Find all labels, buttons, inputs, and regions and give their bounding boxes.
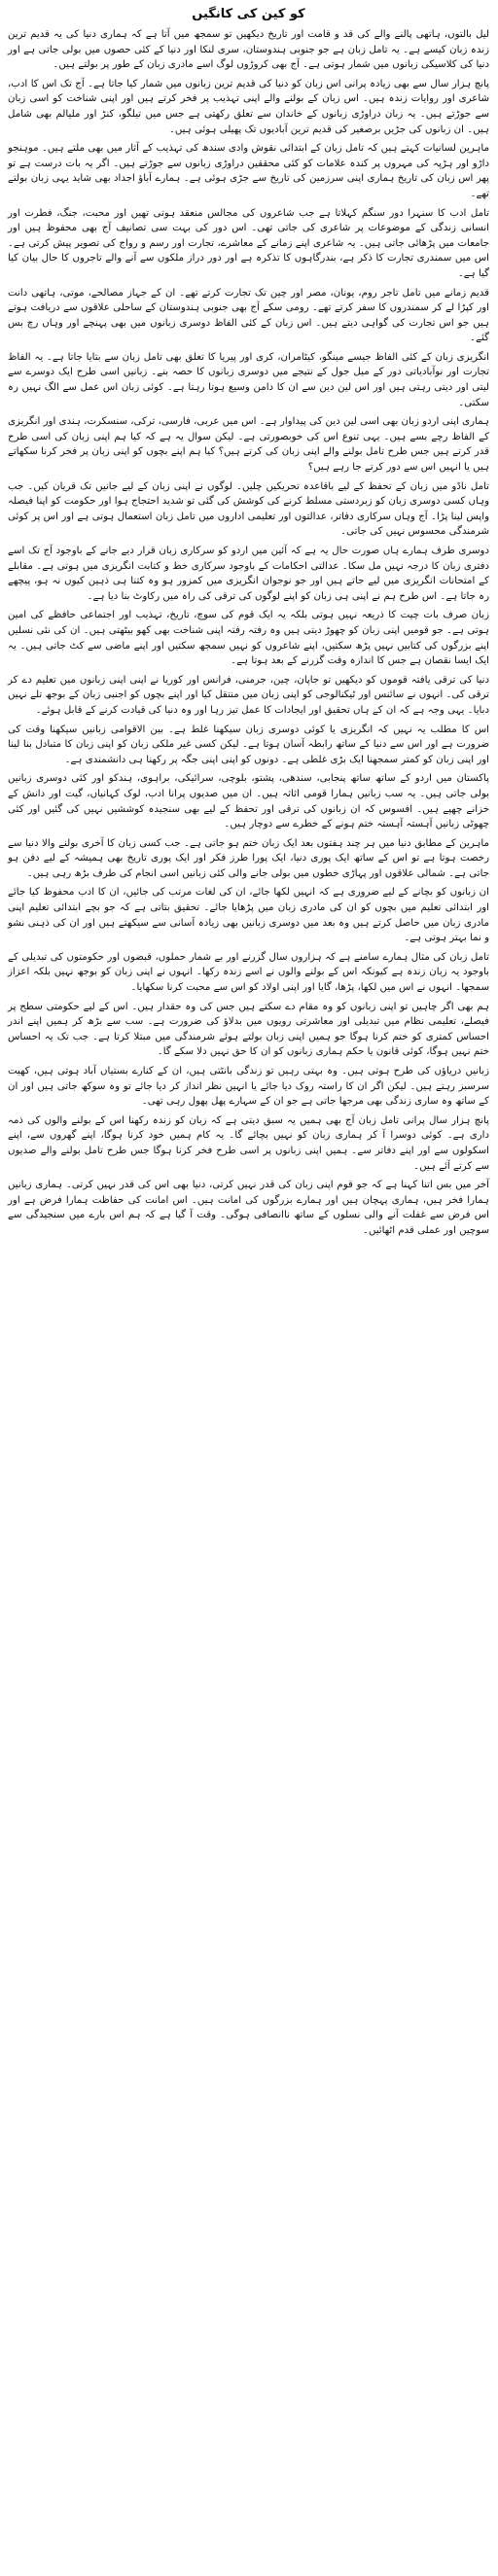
article-paragraph: اس کا مطلب یہ نہیں کہ انگریزی یا کوئی دوسری زبان سیکھنا غلط ہے۔ بین الاقوامی زبانیں سیکھنا وقت کی ضرورت ہے اور اس سے دنیا کے ساتھ رابطہ آسان ہوتا ہے۔ لیکن کسی غیر ملکی زبان کو اپنی زبان کا متبادل بنا لینا اور اپنی زبان کو کمتر سمجھنا ایک بڑی غلطی ہے۔ دونوں کو اپنی اپنی جگہ پر رکھنا ہی دانشمندی ہے۔ bbox=[8, 723, 489, 765]
article-paragraph: ہم بھی اگر چاہیں تو اپنی زبانوں کو وہ مقام دے سکتے ہیں جس کی وہ حقدار ہیں۔ اس کے لیے حکومتی سطح پر فیصلے، تعلیمی نظام میں تبدیلی اور معاشرتی رویوں میں بدلاؤ کی ضرورت ہے۔ سب سے بڑھ کر ہمیں اپنے اندر احساس کمتری کو ختم کرنا ہوگا جو ہمیں اپنی زبان بولتے ہوئے شرمندگی میں مبتلا کرتا ہے۔ جب تک یہ احساس ختم نہیں ہوگا، کوئی قانون یا حکم ہماری زبانوں کو ان کا حق نہیں دلا سکے گا۔ bbox=[8, 1001, 489, 1058]
article-paragraph: قدیم زمانے میں تامل تاجر روم، یونان، مصر اور چین تک تجارت کرتے تھے۔ ان کے جہاز مصالحے، موتی، ہاتھی دانت اور کپڑا لے کر سمندروں کا سفر کرتے تھے۔ رومی سکے آج بھی جنوبی ہندوستان کے ساحلی علاقوں سے دریافت ہوتے ہیں جو اس تجارت کی گواہی دیتے ہیں۔ اس زبان کے کئی الفاظ دوسری زبانوں میں بھی پہنچے اور وہاں رچ بس گئے۔ bbox=[8, 287, 489, 344]
article-paragraph: ماہرین لسانیات کہتے ہیں کہ تامل زبان کے ابتدائی نقوش وادی سندھ کی تہذیب کے آثار میں بھی ملتے ہیں۔ موہنجو داڑو اور ہڑپہ کی مہروں پر کندہ علامات کو کئی محققین دراوڑی زبانوں سے جوڑتے ہیں۔ اگر یہ بات درست ہے تو پھر اس زبان کی تاریخ ہماری اپنی سرزمین کی تاریخ سے جڑی ہوئی ہے۔ ہمارے آباؤ اجداد بھی شاید یہی زبان بولتے تھے۔ bbox=[8, 143, 489, 199]
article-paragraph: پاکستان میں اردو کے ساتھ ساتھ پنجابی، سندھی، پشتو، بلوچی، سرائیکی، براہوی، ہندکو اور کئی دوسری زبانیں بولی جاتی ہیں۔ یہ سب زبانیں ہمارا قومی اثاثہ ہیں۔ ان میں صدیوں پرانا ادب، لوک کہانیاں، گیت اور دانش کے خزانے چھپے ہیں۔ افسوس کہ ان زبانوں کی ترقی اور تحفظ کے لیے بھی سنجیدہ کوششیں نہیں کی گئیں اور کئی چھوٹی زبانیں آہستہ آہستہ ختم ہونے کے خطرے سے دوچار ہیں۔ bbox=[8, 773, 489, 830]
article-paragraph: انگریزی زبان کے کئی الفاظ جیسے مینگو، کیٹامران، کری اور پیریا کا تعلق بھی تامل زبان سے بتایا جاتا ہے۔ یہ الفاظ تجارت اور نوآبادیاتی دور کے میل جول کے نتیجے میں دوسری زبانوں کا حصہ بنے۔ زبانیں اسی طرح ایک دوسرے سے لیتی اور دیتی رہتی ہیں اور اس لین دین سے ان کا دامن وسیع ہوتا رہتا ہے۔ کوئی زبان اس عمل سے الگ نہیں رہ سکتی۔ bbox=[8, 351, 489, 408]
article-paragraph: تامل ناڈو میں زبان کے تحفظ کے لیے باقاعدہ تحریکیں چلیں۔ لوگوں نے اپنی زبان کے لیے جانیں تک قربان کیں۔ جب وہاں کسی دوسری زبان کو زبردستی مسلط کرنے کی کوشش کی گئی تو شدید احتجاج ہوا اور حکومت کو اپنا فیصلہ واپس لینا پڑا۔ آج وہاں سرکاری دفاتر، عدالتوں اور تعلیمی اداروں میں تامل زبان استعمال ہوتی ہے اور اس پر کوئی شرمندگی محسوس نہیں کی جاتی۔ bbox=[8, 480, 489, 538]
article-paragraph: دوسری طرف ہمارے ہاں صورت حال یہ ہے کہ آئین میں اردو کو سرکاری زبان قرار دیے جانے کے باوجود آج تک اسے دفتری زبان کا درجہ نہیں مل سکا۔ عدالتی احکامات کے باوجود سرکاری خط و کتابت انگریزی میں ہوتی ہے۔ مقابلے کے امتحانات انگریزی میں لیے جاتے ہیں اور جو نوجوان انگریزی میں کمزور ہو وہ کتنا ہی ذہین کیوں نہ ہو، پیچھے رہ جاتا ہے۔ اس طرح ہم نے اپنی ہی زبان کو اپنے لوگوں کی ترقی کی راہ میں رکاوٹ بنا دیا ہے۔ bbox=[8, 546, 489, 602]
article-paragraph: آخر میں بس اتنا کہنا ہے کہ جو قوم اپنی زبان کی قدر نہیں کرتی، دنیا بھی اس کی قدر نہیں کرتی۔ ہماری زبانیں ہمارا فخر ہیں، ہماری پہچان ہیں اور ہمارے بزرگوں کی امانت ہیں۔ اس امانت کی حفاظت ہمارا فرض ہے اور اس فرض سے غفلت آنے والی نسلوں کے ساتھ ناانصافی ہوگی۔ وقت آ گیا ہے کہ ہم اس بارے میں سنجیدگی سے سوچیں اور عملی قدم اٹھائیں۔ bbox=[8, 1180, 489, 1236]
article-paragraph: ان زبانوں کو بچانے کے لیے ضروری ہے کہ انہیں لکھا جائے، ان کی لغات مرتب کی جائیں، ان کا ادب محفوظ کیا جائے اور ابتدائی تعلیم میں بچوں کو ان کی مادری زبان میں پڑھایا جائے۔ تحقیق بتاتی ہے کہ جو بچے ابتدائی تعلیم اپنی مادری زبان میں حاصل کرتے ہیں وہ بعد میں دوسری زبانیں بھی زیادہ آسانی سے سیکھتے ہیں اور ان کی ذہنی نشو و نما بہتر ہوتی ہے۔ bbox=[8, 887, 489, 944]
article-paragraph: پانچ ہزار سال سے بھی زیادہ پرانی اس زبان کو دنیا کی قدیم ترین زبانوں میں شمار کیا جاتا ہے۔ آج تک اس کا ادب، شاعری اور روایات زندہ ہیں۔ اس زبان کے بولنے والے اپنی تہذیب پر فخر کرتے ہیں اور اپنی شناخت کو اسی زبان سے جوڑتے ہیں۔ یہ زبان دراوڑی زبانوں کے خاندان سے تعلق رکھتی ہے جس میں تیلگو، کنڑ اور ملیالم بھی شامل ہیں۔ ان زبانوں کی جڑیں برصغیر کی قدیم ترین آبادیوں تک پھیلی ہوئی ہیں۔ bbox=[8, 78, 489, 135]
article-paragraph: تامل ادب کا سنہرا دور سنگم کہلاتا ہے جب شاعروں کی مجالس منعقد ہوتی تھیں اور محبت، جنگ، فطرت اور انسانی زندگی کے موضوعات پر شاعری کی جاتی تھی۔ اس دور کی بہت سی تصانیف آج بھی محفوظ ہیں اور جامعات میں پڑھائی جاتی ہیں۔ یہ شاعری اپنے زمانے کے معاشرے، تجارت اور رسم و رواج کی تصویر پیش کرتی ہے۔ اس میں سمندری تجارت کا ذکر ہے، بندرگاہوں کا تذکرہ ہے اور دور دراز ملکوں سے آنے والے تاجروں کا حال بیان کیا گیا ہے۔ bbox=[8, 207, 489, 279]
article-paragraph: لیل بالتوں، ہاتھی پالنے والے کی قد و قامت اور تاریخ دیکھیں تو سمجھ میں آتا ہے کہ ہماری دنیا کی یہ قدیم ترین زندہ زبان کیسے ہے۔ یہ تامل زبان ہے جو جنوبی ہندوستان، سری لنکا اور دنیا کے کئی حصوں میں بولی جاتی ہے اور دنیا کی کلاسیکی زبانوں میں شمار ہوتی ہے۔ آج بھی کروڑوں لوگ اسے مادری زبان کے طور پر بولتے ہیں۔ bbox=[8, 29, 489, 71]
article-body bbox=[8, 27, 489, 1239]
article-paragraph: پانچ ہزار سال پرانی تامل زبان آج بھی ہمیں یہ سبق دیتی ہے کہ زبان کو زندہ رکھنا اس کے بولنے والوں کی ذمہ داری ہے۔ کوئی دوسرا آ کر ہماری زبان کو نہیں بچائے گا۔ یہ کام ہمیں خود کرنا ہوگا، اپنے گھروں سے، اپنے اسکولوں سے اور اپنے دفاتر سے۔ ہمیں اپنی زبانوں پر اسی طرح فخر کرنا ہوگا جس طرح تامل بولنے والے صدیوں سے کرتے آئے ہیں۔ bbox=[8, 1114, 489, 1172]
article-paragraph: زبانیں دریاؤں کی طرح ہوتی ہیں۔ وہ بہتی رہیں تو زندگی بانٹتی ہیں، ان کے کنارے بستیاں آباد ہوتی ہیں، کھیت سرسبز رہتے ہیں۔ لیکن اگر ان کا راستہ روک دیا جائے یا انہیں نظر انداز کر دیا جائے تو وہ سوکھ جاتی ہیں اور ان کے ساتھ وہ ساری زندگی بھی مرجھا جاتی ہے جو ان کے سہارے پھل پھول رہی تھی۔ bbox=[8, 1066, 489, 1108]
article-title: کو کین کی کانگیں bbox=[192, 7, 305, 21]
article-paragraph: دنیا کی ترقی یافتہ قوموں کو دیکھیں تو جاپان، چین، جرمنی، فرانس اور کوریا نے اپنی اپنی زبانوں میں تعلیم دے کر ترقی کی۔ انہوں نے سائنس اور ٹیکنالوجی کو اپنی زبان میں منتقل کیا اور اپنے بچوں کو اجنبی زبان کے بوجھ تلے نہیں دبایا۔ یہی وجہ ہے کہ ان کے ہاں تحقیق اور ایجادات کا عمل تیز رہا اور وہ دنیا کی قیادت کرنے کے قابل ہوئے۔ bbox=[8, 674, 489, 716]
article-paragraph: زبان صرف بات چیت کا ذریعہ نہیں ہوتی بلکہ یہ ایک قوم کی سوچ، تاریخ، تہذیب اور اجتماعی حافظے کی امین ہوتی ہے۔ جو قومیں اپنی زبان کو چھوڑ دیتی ہیں وہ رفتہ رفتہ اپنی شناخت بھی کھو بیٹھتی ہیں۔ ان کی نئی نسلیں اپنے بزرگوں کی کتابیں نہیں پڑھ سکتیں، اپنے شاعروں کو نہیں سمجھ سکتیں اور اپنے ماضی سے کٹ جاتی ہیں۔ یہ ایک ایسا نقصان ہے جس کا اندازہ وقت گزرنے کے بعد ہوتا ہے۔ bbox=[8, 610, 489, 667]
article-paragraph: ماہرین کے مطابق دنیا میں ہر چند ہفتوں بعد ایک زبان ختم ہو جاتی ہے۔ جب کسی زبان کا آخری بولنے والا دنیا سے رخصت ہوتا ہے تو اس کے ساتھ ایک پوری دنیا، ایک پورا طرز فکر اور ایک پوری تاریخ بھی ہمیشہ کے لیے دفن ہو جاتی ہے۔ شمالی علاقوں اور پہاڑی خطوں میں بولی جانے والی کئی زبانیں اسی انجام کی طرف بڑھ رہی ہیں۔ bbox=[8, 837, 489, 879]
article-paragraph: ہماری اپنی اردو زبان بھی اسی لین دین کی پیداوار ہے۔ اس میں عربی، فارسی، ترکی، سنسکرت، ہندی اور انگریزی کے الفاظ رچے بسے ہیں۔ یہی تنوع اس کی خوبصورتی ہے۔ لیکن سوال یہ ہے کہ کیا ہم اپنی زبان کی اسی طرح قدر کرتے ہیں جس طرح تامل بولنے والے اپنی زبان کی کرتے ہیں؟ کیا ہم اپنے بچوں کو اپنی زبان پر فخر کرنا سکھاتے ہیں یا انہیں اس سے دور کرتے جا رہے ہیں؟ bbox=[8, 416, 489, 474]
article-paragraph: تامل زبان کی مثال ہمارے سامنے ہے کہ ہزاروں سال گزرنے اور بے شمار حملوں، قبضوں اور حکومتوں کی تبدیلی کے باوجود یہ زبان زندہ ہے کیونکہ اس کے بولنے والوں نے اسے زندہ رکھا۔ انہوں نے اپنی زبان کو بوجھ نہیں بلکہ اعزاز سمجھا۔ انہوں نے اس میں لکھا، پڑھا، گایا اور اپنی اولاد کو اس سے محبت کرنا سکھایا۔ bbox=[8, 951, 489, 994]
